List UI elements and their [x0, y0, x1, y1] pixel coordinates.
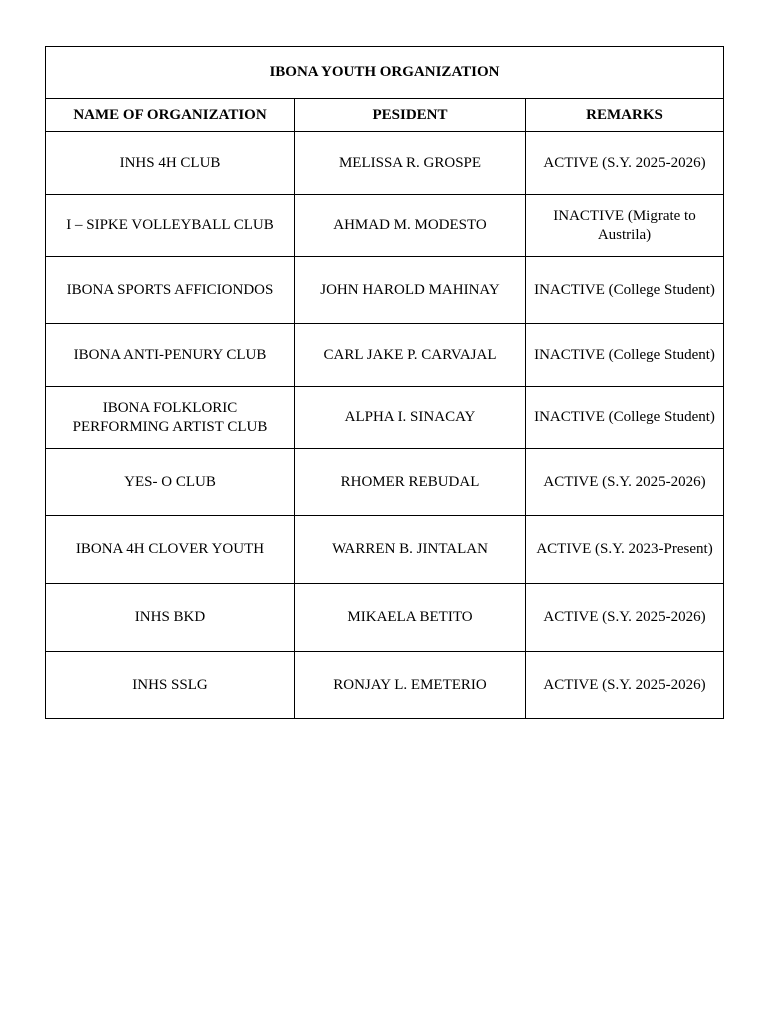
table-row — [46, 132, 724, 195]
table-row — [46, 195, 724, 257]
cell-organization: INHS BKD — [46, 584, 295, 652]
cell-remarks: ACTIVE (S.Y. 2023-Present) — [526, 516, 724, 584]
cell-organization: IBONA ANTI-PENURY CLUB — [46, 324, 295, 387]
table-row — [46, 516, 724, 584]
table-title-row — [46, 47, 724, 99]
cell-remarks: INACTIVE (College Student) — [526, 257, 724, 324]
table-header-row — [46, 99, 724, 132]
table-row — [46, 584, 724, 652]
cell-remarks: ACTIVE (S.Y. 2025-2026) — [526, 652, 724, 719]
table-row — [46, 449, 724, 516]
cell-organization: IBONA 4H CLOVER YOUTH — [46, 516, 295, 584]
table-row — [46, 652, 724, 719]
cell-organization: I – SIPKE VOLLEYBALL CLUB — [46, 195, 295, 257]
organization-table — [45, 46, 724, 719]
cell-remarks: INACTIVE (Migrate to Austrila) — [526, 195, 724, 257]
cell-president: ALPHA I. SINACAY — [295, 387, 526, 449]
header-organization: NAME OF ORGANIZATION — [46, 99, 295, 132]
cell-remarks: ACTIVE (S.Y. 2025-2026) — [526, 449, 724, 516]
cell-president: RONJAY L. EMETERIO — [295, 652, 526, 719]
cell-organization: YES- O CLUB — [46, 449, 295, 516]
cell-president: JOHN HAROLD MAHINAY — [295, 257, 526, 324]
cell-organization: INHS SSLG — [46, 652, 295, 719]
table-row — [46, 324, 724, 387]
table-row — [46, 387, 724, 449]
cell-president: MELISSA R. GROSPE — [295, 132, 526, 195]
header-president: PESIDENT — [295, 99, 526, 132]
cell-president: AHMAD M. MODESTO — [295, 195, 526, 257]
cell-president: RHOMER REBUDAL — [295, 449, 526, 516]
cell-remarks: INACTIVE (College Student) — [526, 324, 724, 387]
cell-remarks: ACTIVE (S.Y. 2025-2026) — [526, 132, 724, 195]
cell-remarks: INACTIVE (College Student) — [526, 387, 724, 449]
table-title: IBONA YOUTH ORGANIZATION — [46, 47, 724, 99]
cell-organization: IBONA FOLKLORIC PERFORMING ARTIST CLUB — [46, 387, 295, 449]
header-remarks: REMARKS — [526, 99, 724, 132]
cell-organization: IBONA SPORTS AFFICIONDOS — [46, 257, 295, 324]
table-row — [46, 257, 724, 324]
cell-president: MIKAELA BETITO — [295, 584, 526, 652]
cell-president: WARREN B. JINTALAN — [295, 516, 526, 584]
cell-remarks: ACTIVE (S.Y. 2025-2026) — [526, 584, 724, 652]
cell-organization: INHS 4H CLUB — [46, 132, 295, 195]
cell-president: CARL JAKE P. CARVAJAL — [295, 324, 526, 387]
